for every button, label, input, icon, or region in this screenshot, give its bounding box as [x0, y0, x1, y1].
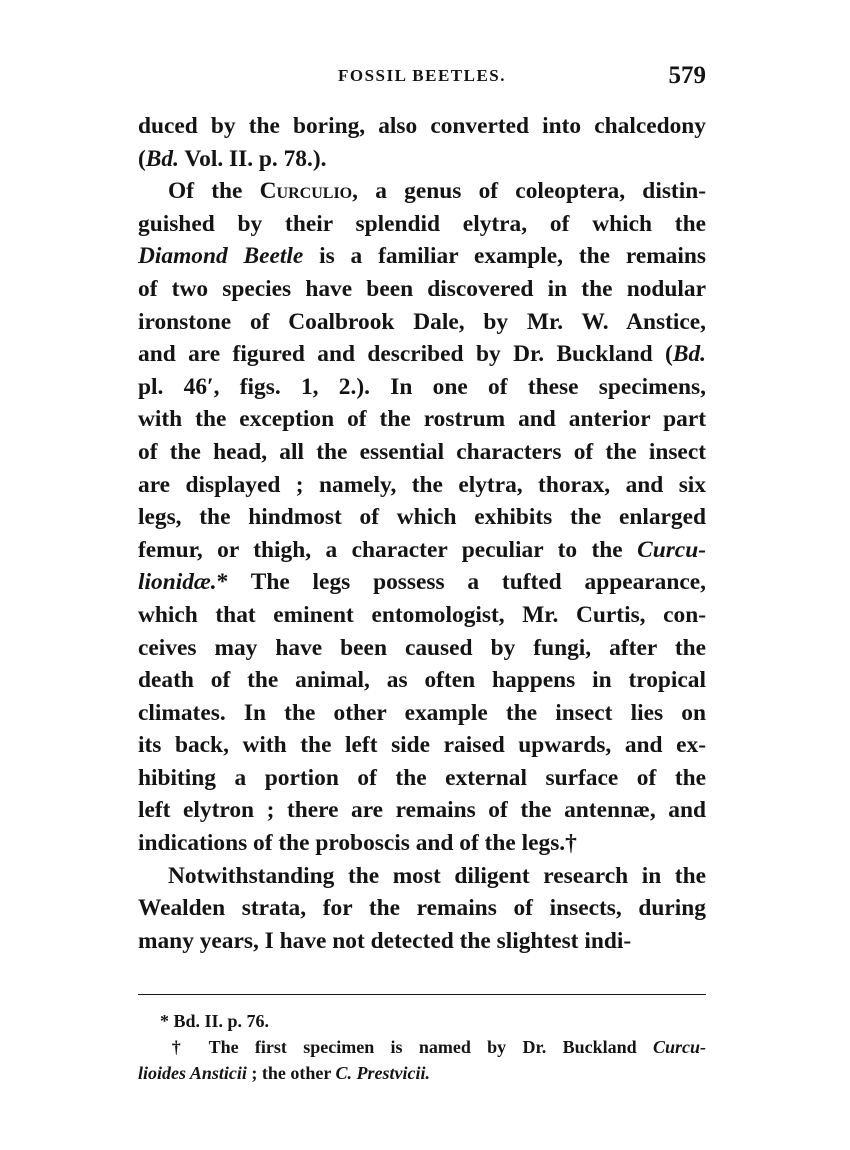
text-line: Diamond Beetle is a familiar example, the remains [138, 243, 706, 270]
text-line: of the head, all the essential characters of the insect [138, 438, 706, 465]
text-line: left elytron ; there are remains of the antennæ, and [138, 797, 706, 824]
text-line: legs, the hindmost of which exhibits the enlarged [138, 504, 706, 531]
footnote [138, 1008, 706, 1034]
page-number: 579 [668, 62, 706, 89]
text-line: femur, or thigh, a character peculiar to the Curcu- [138, 536, 706, 563]
italic-text: Diamond Beetle [138, 243, 304, 270]
italic-text: C. Prestvicii. [335, 1063, 430, 1083]
italic-text: Bd. [145, 145, 179, 172]
small-caps-text: Curculio [259, 178, 353, 205]
running-title: FOSSIL BEETLES. [337, 66, 507, 85]
footnote-line: lioides Ansticii ; the other C. Prestvicii. [138, 1063, 430, 1083]
paragraph [138, 110, 706, 175]
text-line: with the exception of the rostrum and anterior part [138, 406, 706, 433]
paragraph [138, 175, 706, 859]
footnote [138, 1034, 706, 1086]
text-line: are displayed ; namely, the elytra, thorax, and six [138, 471, 706, 498]
text-line: ironstone of Coalbrook Dale, by Mr. W. Anstice, [138, 308, 706, 335]
text-line: ceives may have been caused by fungi, after the [138, 634, 706, 661]
body-text [138, 110, 706, 957]
text-line: hibiting a portion of the external surface of the [138, 764, 706, 791]
running-head [138, 62, 706, 92]
text-line: Of the Curculio, a genus of coleoptera, distin- [168, 178, 707, 205]
text-line: death of the animal, as often happens in tropical [138, 667, 706, 694]
text-line: (Bd. Vol. II. p. 78.). [138, 145, 327, 172]
text-line: climates. In the other example the insect lies on [138, 699, 706, 726]
text-line: which that eminent entomologist, Mr. Curtis, con- [138, 601, 706, 628]
footnotes [138, 1008, 706, 1086]
text-line: and are figured and described by Dr. Buckland (Bd. [138, 341, 706, 368]
footnote-line: † The first specimen is named by Dr. Buckland Curcu- [160, 1037, 706, 1057]
text-line: pl. 46′, figs. 1, 2.). In one of these specimens, [138, 373, 706, 400]
footnote-line: * Bd. II. p. 76. [160, 1011, 270, 1031]
text-line: Wealden strata, for the remains of insects, during [138, 895, 706, 922]
text-line: its back, with the left side raised upwards, and ex- [138, 732, 706, 759]
text-line: Notwithstanding the most diligent research in the [168, 862, 706, 889]
italic-text: Curcu- [637, 536, 706, 563]
text-line: of two species have been discovered in the nodular [138, 275, 706, 302]
italic-text: Curcu- [652, 1037, 706, 1057]
italic-text: lioides Ansticii [138, 1063, 247, 1083]
text-line: duced by the boring, also converted into chalcedony [138, 113, 706, 139]
italic-text: lionidæ. [138, 569, 217, 596]
text-line: many years, I have not detected the slightest indi- [138, 927, 632, 954]
text-line: indications of the proboscis and of the legs.† [138, 830, 577, 857]
text-line: lionidæ.* The legs possess a tufted appearance, [138, 569, 706, 596]
text-line: guished by their splendid elytra, of which the [138, 210, 706, 237]
italic-text: Bd. [672, 341, 706, 368]
footnote-rule [138, 994, 706, 995]
paragraph [138, 860, 706, 958]
